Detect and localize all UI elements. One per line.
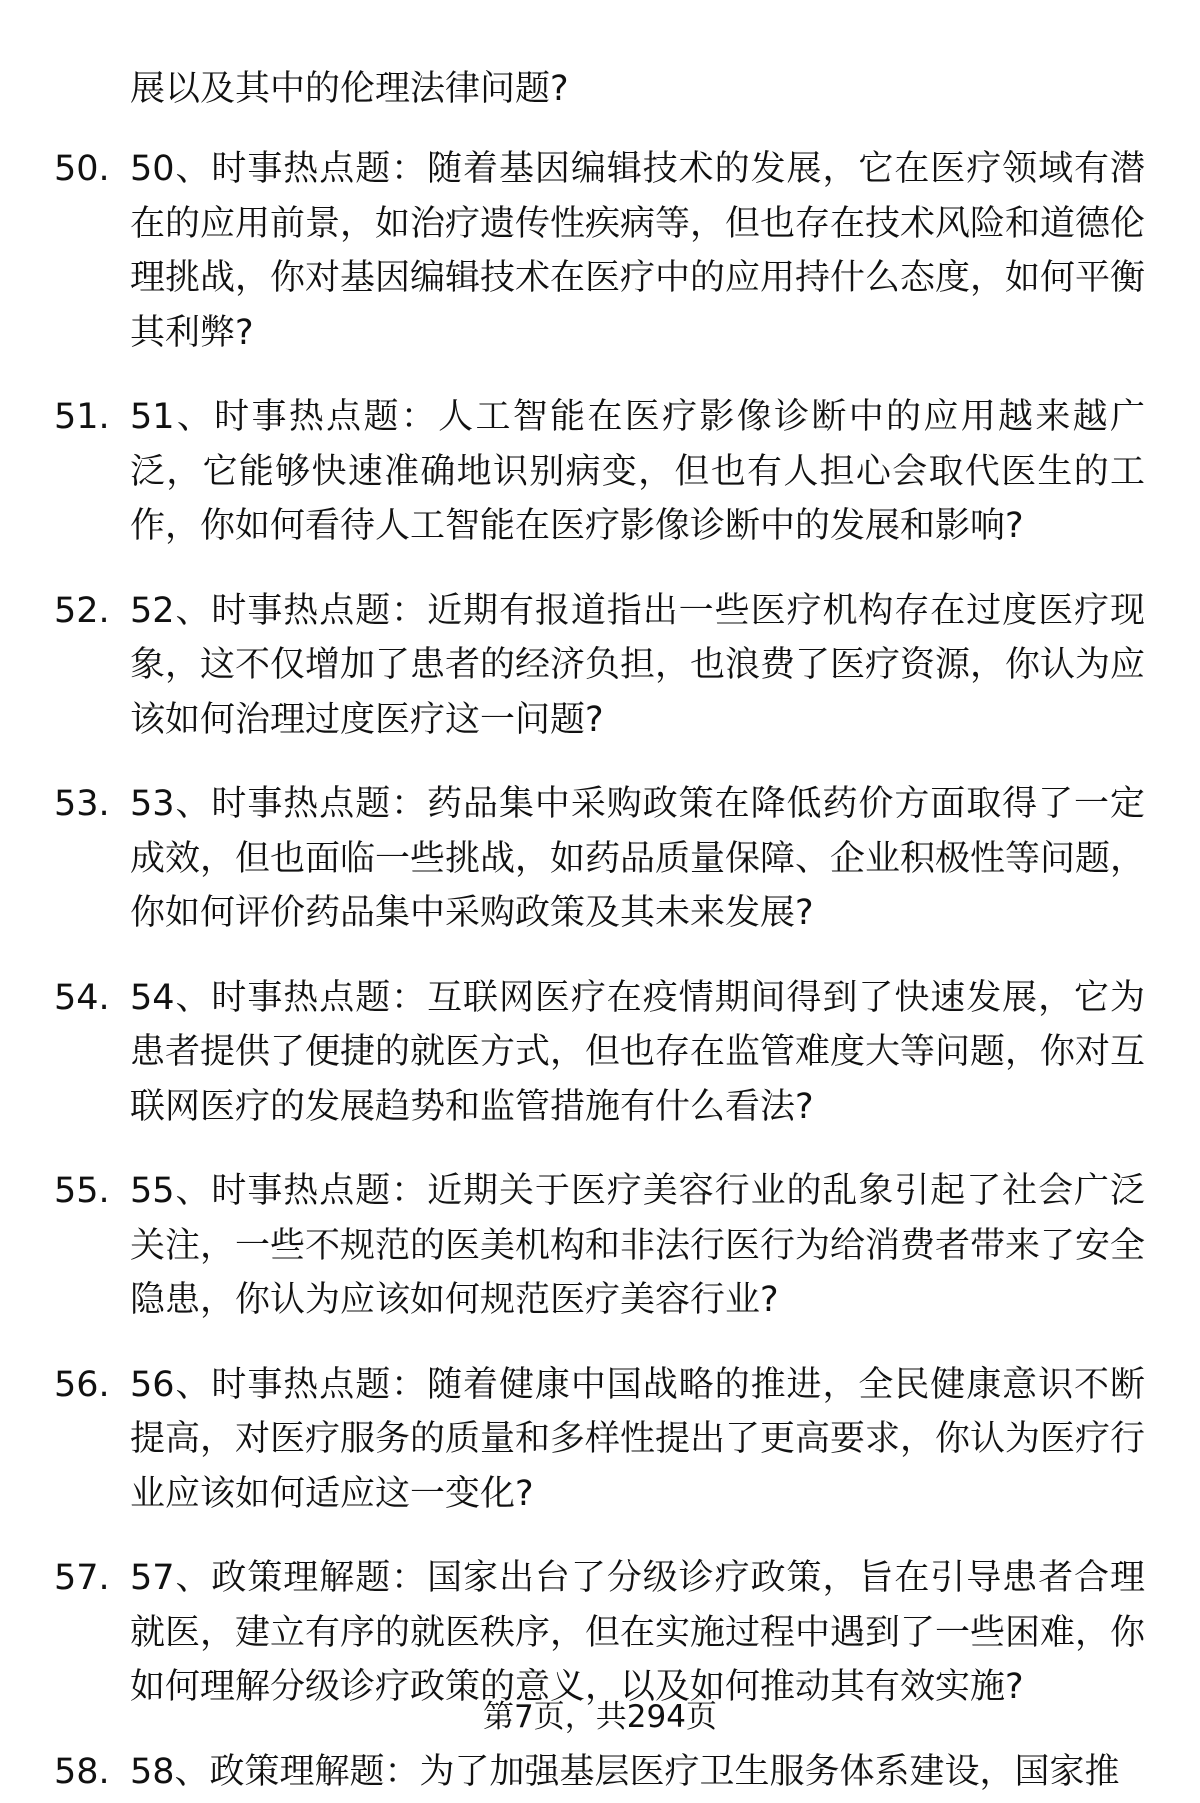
item-text: 50、时事热点题：随着基因编辑技术的发展，它在医疗领域有潜在的应用前景，如治疗遗传性疾病等，但也存在技术风险和道德伦理挑战，你对基因编辑技术在医疗中的应用持什么态度，如何平衡其利弊? — [130, 149, 1146, 353]
list-item — [0, 142, 1145, 360]
item-text: 58、政策理解题：为了加强基层医疗卫生服务体系建设，国家推 — [130, 1751, 1120, 1792]
item-text: 55、时事热点题：近期关于医疗美容行业的乱象引起了社会广泛关注，一些不规范的医美机构和非法行医行为给消费者带来了安全隐患，你认为应该如何规范医疗美容行业? — [130, 1171, 1146, 1320]
item-text: 53、时事热点题：药品集中采购政策在降低药价方面取得了一定成效，但也面临一些挑战，如药品质量保障、企业积极性等问题，你如何评价药品集中采购政策及其未来发展? — [130, 784, 1146, 933]
list-item — [0, 1164, 1145, 1328]
list-item — [0, 971, 1145, 1135]
item-number: 50. — [54, 149, 110, 189]
question-list — [0, 142, 1200, 1803]
item-number: 57. — [54, 1558, 110, 1598]
item-number: 55. — [54, 1171, 110, 1211]
page-footer: 第7页，共294页 — [483, 1699, 717, 1735]
list-item — [0, 777, 1145, 941]
continued-text: 展以及其中的伦理法律问题? — [130, 69, 569, 109]
list-item — [0, 1745, 1145, 1803]
item-text: 54、时事热点题：互联网医疗在疫情期间得到了快速发展，它为患者提供了便捷的就医方式，但也存在监管难度大等问题，你对互联网医疗的发展趋势和监管措施有什么看法? — [130, 977, 1146, 1127]
item-number: 52. — [54, 590, 110, 631]
item-text: 51、时事热点题：人工智能在医疗影像诊断中的应用越来越广泛，它能够快速准确地识别病变，但也有人担心会取代医生的工作，你如何看待人工智能在医疗影像诊断中的发展和影响? — [130, 397, 1145, 546]
list-item — [0, 1551, 1145, 1715]
list-item — [0, 390, 1145, 554]
item-number: 54. — [54, 977, 110, 1018]
item-number: 53. — [54, 784, 110, 824]
item-text: 57、政策理解题：国家出台了分级诊疗政策，旨在引导患者合理就医，建立有序的就医秩序，但在实施过程中遇到了一些困难，你如何理解分级诊疗政策的意义，以及如何推动其有效实施? — [130, 1558, 1146, 1707]
item-number: 58. — [54, 1751, 110, 1792]
list-item — [0, 1358, 1145, 1522]
list-item — [0, 584, 1145, 748]
item-text: 56、时事热点题：随着健康中国战略的推进，全民健康意识不断提高，对医疗服务的质量和多样性提出了更高要求，你认为医疗行业应该如何适应这一变化? — [130, 1364, 1146, 1514]
item-text: 52、时事热点题：近期有报道指出一些医疗机构存在过度医疗现象，这不仅增加了患者的经济负担，也浪费了医疗资源，你认为应该如何治理过度医疗这一问题? — [130, 590, 1146, 740]
item-number: 51. — [54, 397, 110, 437]
item-number: 56. — [54, 1364, 110, 1405]
